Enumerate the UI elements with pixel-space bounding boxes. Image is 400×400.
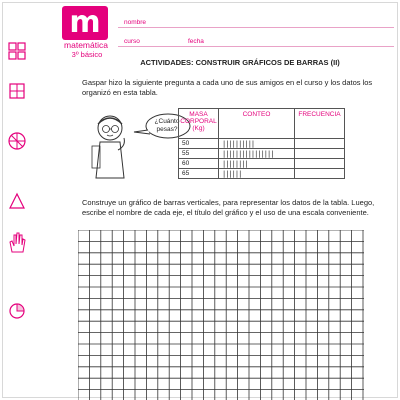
grade-level: 3º básico [71,50,103,59]
logo [62,6,108,40]
curso-label: curso [124,38,140,45]
header-conteo: CONTEO [219,109,295,139]
hand-icon [6,230,28,256]
graph-grid[interactable] [78,230,364,400]
conteo-cell: |||||| [219,169,295,179]
speech-line-1: ¿Cuánto [154,118,180,125]
conteo-cell: |||||||||| [219,139,295,149]
table-row [179,169,345,179]
conteo-cell: |||||||| [219,159,295,169]
intro-line-2: organizó en esta tabla. [82,88,158,97]
table-row [179,149,345,159]
nombre-line[interactable] [118,27,394,28]
logo-letter: m [69,5,101,40]
frecuencia-cell[interactable] [295,149,345,159]
building-blocks-icon [6,40,28,62]
masa-cell: 65 [179,169,219,179]
header-frecuencia: FRECUENCIA [295,109,345,139]
instructions-line-2: escribe el nombre de cada eje, el título del gráfico y el uso de una escala conveniente. [82,208,369,217]
activity-title: ACTIVIDADES: CONSTRUIR GRÁFICOS DE BARRAS (II) [140,58,340,67]
nombre-label: nombre [124,19,147,26]
table-row [179,139,345,149]
table-row [179,159,345,169]
conteo-cell: |||||||||||||||| [219,149,295,159]
fecha-label: fecha [188,38,204,45]
header-masa-line1: MASA [189,111,208,118]
curso-fecha-line[interactable] [118,46,394,47]
pie-chart-icon [6,300,28,322]
speech-line-2: pesas? [156,126,178,133]
header-masa [179,109,219,139]
masa-cell: 60 [179,159,219,169]
brand-name: matemática [64,40,108,50]
header-masa-line2: CORPORAL [180,118,217,125]
grid-svg [78,230,364,400]
fraction-icon [6,190,28,212]
grid-icon [6,80,28,102]
intro-line-1: Gaspar hizo la siguiente pregunta a cada uno de sus amigos en el curso y los datos los [82,78,373,87]
frecuencia-cell[interactable] [295,139,345,149]
instructions-line-1: Construye un gráfico de barras verticales, para representar los datos de la tabla. Luego, [82,198,375,207]
frecuencia-cell[interactable] [295,159,345,169]
masa-cell: 50 [179,139,219,149]
frecuencia-cell[interactable] [295,169,345,179]
masa-cell: 55 [179,149,219,159]
side-icons [6,40,28,380]
pizza-slice-icon [6,130,28,152]
header-masa-line3: (Kg) [192,125,205,132]
frequency-table [178,108,345,179]
